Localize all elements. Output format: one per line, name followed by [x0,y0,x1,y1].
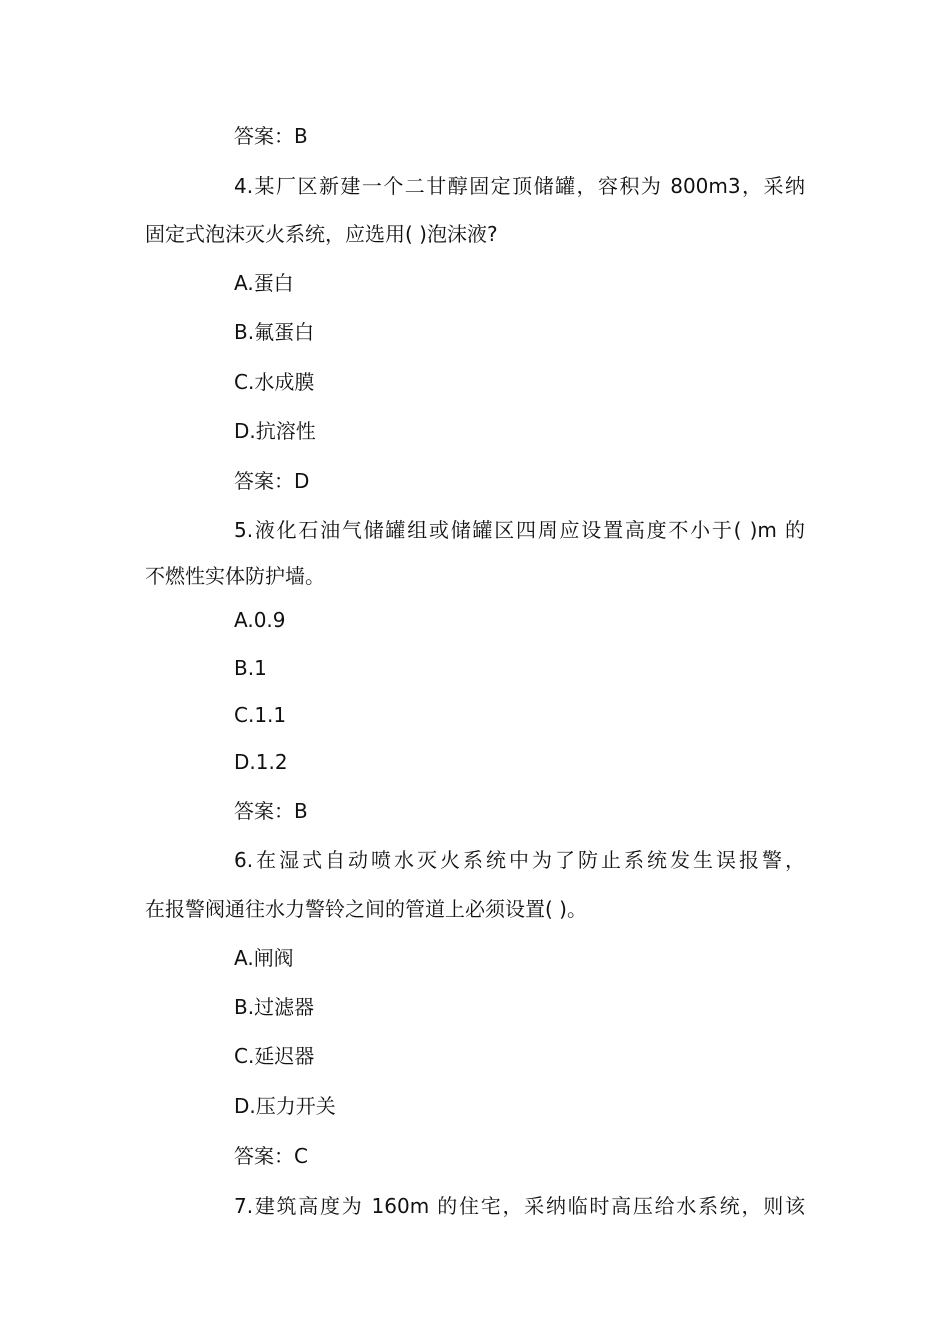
q4-option-b: B.氟蛋白 [234,320,315,344]
q6-option-b: B.过滤器 [234,995,315,1019]
question-5-line-2: 不燃性实体防护墙。 [145,564,325,588]
answer-q5: 答案：B [234,799,308,823]
q5-option-a: A.0.9 [234,608,286,632]
q4-option-a: A.蛋白 [234,271,294,295]
q6-option-c: C.延迟器 [234,1044,315,1068]
q6-option-a: A.闸阀 [234,946,294,970]
question-7-line-1: 7.建筑高度为 160m 的住宅，采纳临时高压给水系统，则该 [234,1194,805,1218]
answer-q6: 答案：C [234,1144,308,1168]
q5-option-d: D.1.2 [234,750,288,774]
q4-option-c: C.水成膜 [234,370,315,394]
q5-option-b: B.1 [234,656,267,680]
q5-option-c: C.1.1 [234,703,287,727]
question-6-line-1: 6.在湿式自动喷水灭火系统中为了防止系统发生误报警， [234,848,805,872]
question-5-line-1: 5.液化石油气储罐组或储罐区四周应设置高度不小于( )m 的 [234,518,805,542]
question-6-line-2: 在报警阀通往水力警铃之间的管道上必须设置( )。 [145,897,587,921]
q6-option-d: D.压力开关 [234,1094,336,1118]
q4-option-d: D.抗溶性 [234,419,316,443]
question-4-line-2: 固定式泡沫灭火系统，应选用( )泡沫液? [145,222,498,246]
answer-q4: 答案：D [234,469,310,493]
answer-q3: 答案：B [234,124,308,148]
question-4-line-1: 4.某厂区新建一个二甘醇固定顶储罐，容积为 800m3，采纳 [234,174,805,198]
